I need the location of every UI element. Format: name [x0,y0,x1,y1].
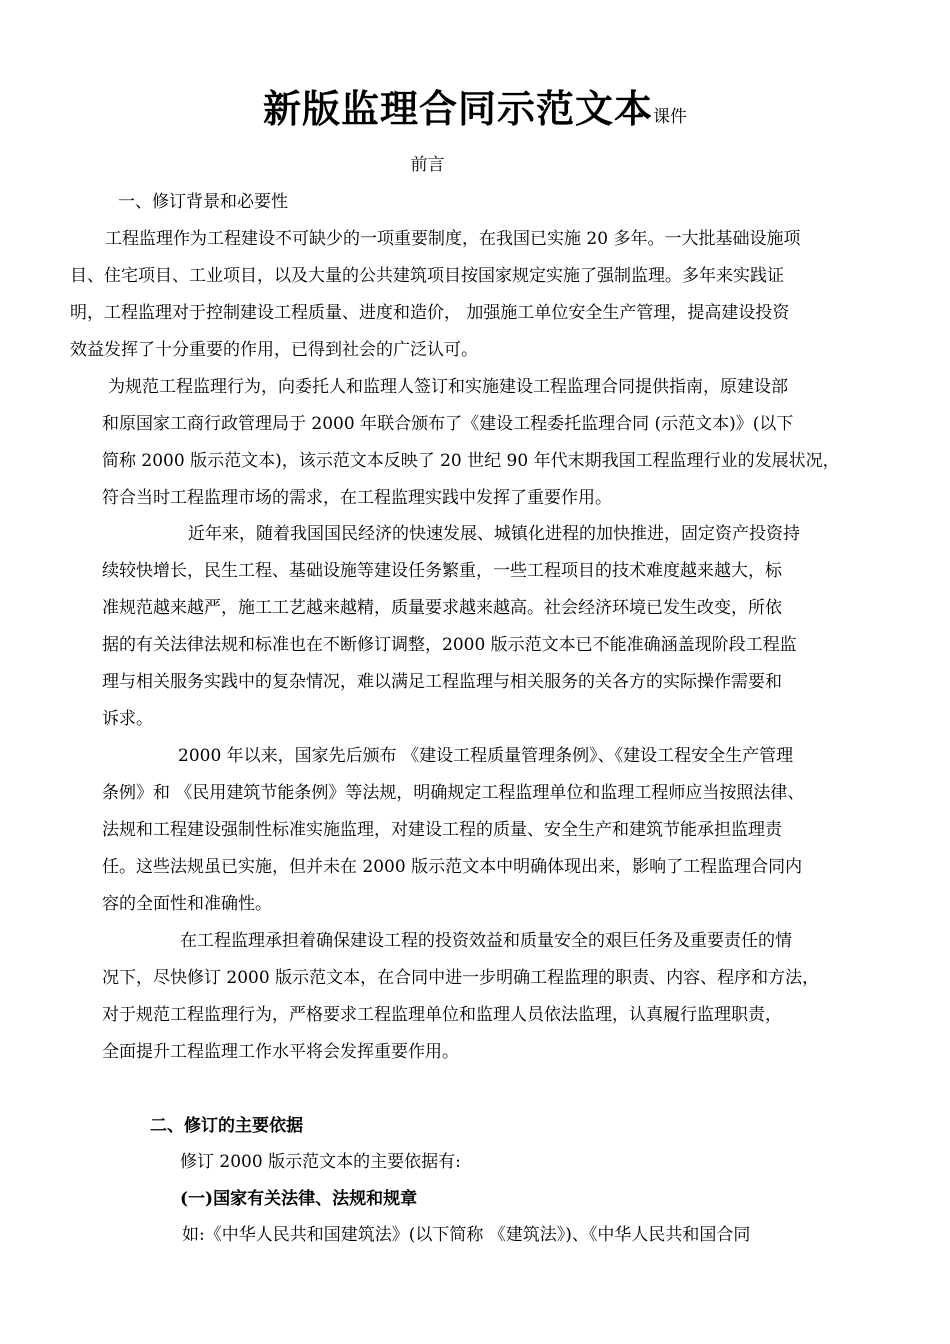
section2-subheading: (一)国家有关法律、法规和规章 [180,1189,418,1209]
paragraph-line: 符合当时工程监理市场的需求，在工程监理实践中发挥了重要作用。 [102,488,612,508]
section2-text: 如:《中华人民共和国建筑法》(以下简称 《建筑法》)、《中华人民共和国合同 [182,1225,751,1245]
paragraph-line: 为规范工程监理行为，向委托人和监理人签订和实施建设工程监理合同提供指南，原建设部 [108,377,788,397]
paragraph-line: 近年来，随着我国国民经济的快速发展、城镇化进程的加快推进，固定资产投资持 [188,524,800,544]
paragraph-line: 明，工程监理对于控制建设工程质量、进度和造价， 加强施工单位安全生产管理，提高建设投资 [70,303,790,323]
paragraph-line: 简称 2000 版示范文本)，该示范文本反映了 20 世纪 90 年代末期我国工程监理行业的发展状况， [102,451,840,471]
paragraph-line: 法规和工程建设强制性标准实施监理，对建设工程的质量、安全生产和建筑节能承担监理责 [102,820,782,840]
paragraph-line: 任。这些法规虽已实施，但并未在 2000 版示范文本中明确体现出来，影响了工程监理合同内 [102,857,803,877]
paragraph-line: 况下，尽快修订 2000 版示范文本，在合同中进一步明确工程监理的职责、内容、程序和方法， [102,968,820,988]
document-title [0,78,950,133]
paragraph-line: 续较快增长，民生工程、基础设施等建设任务繁重，一些工程项目的技术难度越来越大，标 [102,561,782,581]
paragraph-line: 和原国家工商行政管理局于 2000 年联合颁布了《建设工程委托监理合同 (示范文本)》(以下 [102,414,794,434]
paragraph-line: 诉求。 [102,709,153,729]
paragraph-line: 2000 年以来，国家先后颁布 《建设工程质量管理条例》、《建设工程安全生产管理 [178,746,794,766]
paragraph-line: 工程监理作为工程建设不可缺少的一项重要制度，在我国已实施 20 多年。一大批基础设施项 [105,229,801,249]
section2-heading: 二、修订的主要依据 [150,1116,303,1136]
preface-heading: 前言 [410,155,445,175]
paragraph-line: 准规范越来越严，施工工艺越来越精，质量要求越来越高。社会经济环境已发生改变，所依 [102,598,782,618]
paragraph-line: 对于规范工程监理行为，严格要求工程监理单位和监理人员依法监理，认真履行监理职责， [102,1005,782,1025]
paragraph-line: 据的有关法律法规和标准也在不断修订调整，2000 版示范文本已不能准确涵盖现阶段工程监 [102,635,797,655]
title-main: 新版监理合同示范文本 [262,86,653,131]
paragraph-line: 在工程监理承担着确保建设工程的投资效益和质量安全的艰巨任务及重要责任的情 [180,931,792,951]
section1-heading: 一、修订背景和必要性 [118,192,288,212]
paragraph-line: 全面提升工程监理工作水平将会发挥重要作用。 [102,1042,459,1062]
paragraph-line: 效益发挥了十分重要的作用，已得到社会的广泛认可。 [70,340,478,360]
section2-intro: 修订 2000 版示范文本的主要依据有: [180,1152,461,1172]
paragraph-line: 目、住宅项目、工业项目，以及大量的公共建筑项目按国家规定实施了强制监理。多年来实践证 [70,266,784,286]
paragraph-line: 容的全面性和准确性。 [102,894,272,914]
paragraph-line: 条例》和 《民用建筑节能条例》等法规，明确规定工程监理单位和监理工程师应当按照法律、 [102,783,805,803]
paragraph-line: 理与相关服务实践中的复杂情况，难以满足工程监理与相关服务的关各方的实际操作需要和 [102,672,782,692]
title-sub: 课件 [653,107,687,127]
